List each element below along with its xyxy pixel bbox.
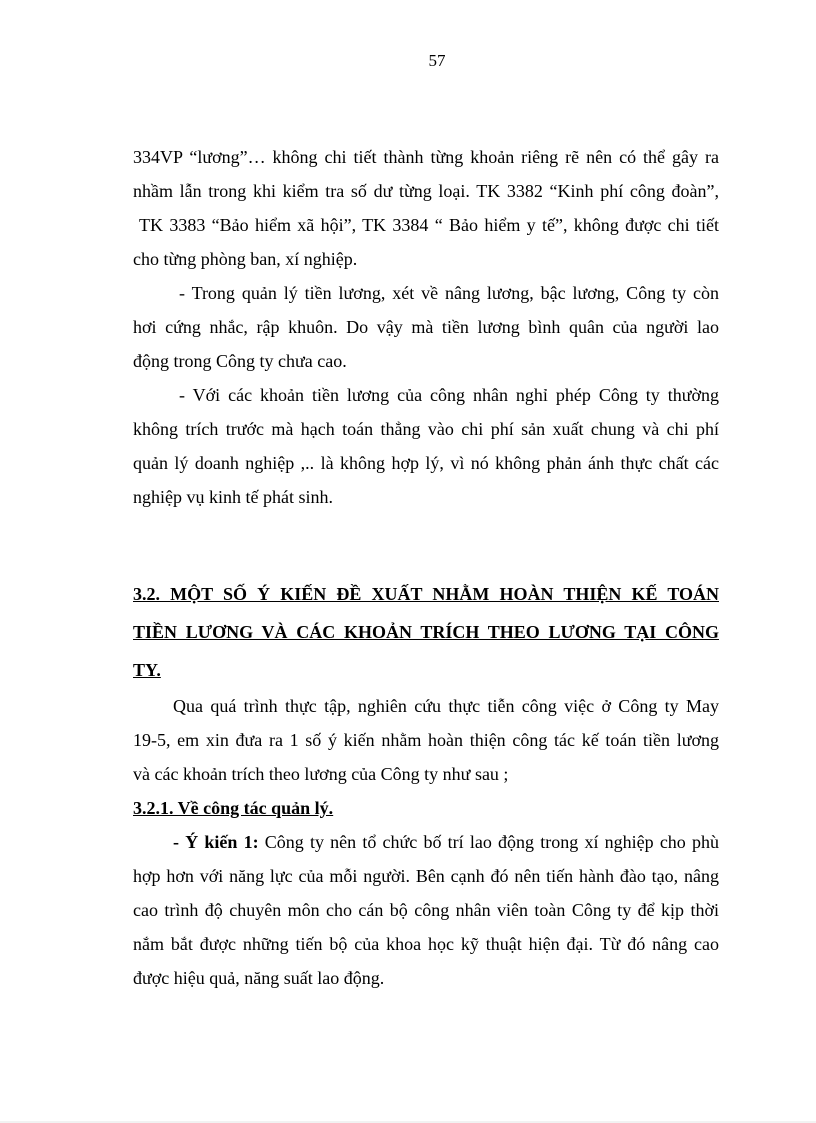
text-line: cho từng phòng ban, xí nghiệp. <box>133 249 358 269</box>
heading-line: TY. <box>133 660 161 680</box>
spacer <box>133 514 719 575</box>
document-body <box>133 140 719 995</box>
text-line: và các khoản trích theo lương của Công ty như sau ; <box>133 764 509 784</box>
paragraph-salary-management <box>133 276 719 378</box>
text-line: quản lý doanh nghiệp ,.. là không hợp lý, vì nó không phản ánh thực chất các <box>133 453 719 473</box>
text-line: Qua quá trình thực tập, nghiên cứu thực tiễn công việc ở Công ty May <box>173 696 719 716</box>
paragraph-leave-salary <box>133 378 719 514</box>
text-line: - Với các khoản tiền lương của công nhân nghỉ phép Công ty thường <box>179 385 719 405</box>
paragraph-intro <box>133 689 719 791</box>
section-heading <box>133 575 719 689</box>
text-line: động trong Công ty chưa cao. <box>133 351 347 371</box>
text-line: TK 3383 “Bảo hiểm xã hội”, TK 3384 “ Bảo hiểm y tế”, không được chi tiết <box>139 215 719 235</box>
text-line: - Trong quản lý tiền lương, xét về nâng lương, bậc lương, Công ty còn <box>179 283 719 303</box>
text-line: cao trình độ chuyên môn cho cán bộ công nhân viên toàn Công ty để kịp thời <box>133 900 719 920</box>
text-line: nghiệp vụ kinh tế phát sinh. <box>133 487 333 507</box>
subsection-heading: 3.2.1. Về công tác quản lý. <box>133 798 334 818</box>
paragraph-accounts-detail <box>133 140 719 276</box>
heading-line: TIỀN LƯƠNG VÀ CÁC KHOẢN TRÍCH THEO LƯƠNG TẠI CÔNG <box>133 622 719 642</box>
text-line: không trích trước mà hạch toán thẳng vào chi phí sản xuất chung và chi phí <box>133 419 719 439</box>
text-line: hợp hơn với năng lực của mỗi người. Bên cạnh đó nên tiến hành đào tạo, nâng <box>133 866 719 886</box>
page-number: 57 <box>428 51 446 70</box>
text-line: 334VP “lương”… không chi tiết thành từng khoản riêng rẽ nên có thể gây ra <box>133 147 719 167</box>
text-line: nắm bắt được những tiến bộ của khoa học kỹ thuật hiện đại. Từ đó nâng cao <box>133 934 719 954</box>
text-line: hơi cứng nhắc, rập khuôn. Do vậy mà tiền lương bình quân của người lao <box>133 317 719 337</box>
text-line <box>133 825 719 859</box>
paragraph-opinion-1 <box>133 825 719 995</box>
text-line: nhầm lẫn trong khi kiểm tra số dư từng loại. TK 3382 “Kinh phí công đoàn”, <box>133 181 719 201</box>
opinion-label: - Ý kiến 1: <box>173 832 259 852</box>
opinion-text: Công ty nên tổ chức bố trí lao động trong xí nghiệp cho phù <box>258 832 719 852</box>
text-line: được hiệu quả, năng suất lao động. <box>133 968 385 988</box>
heading-line: 3.2. MỘT SỐ Ý KIẾN ĐỀ XUẤT NHẰM HOÀN THIỆN KẾ TOÁN <box>133 584 719 604</box>
text-line: 19-5, em xin đưa ra 1 số ý kiến nhằm hoàn thiện công tác kế toán tiền lương <box>133 730 719 750</box>
